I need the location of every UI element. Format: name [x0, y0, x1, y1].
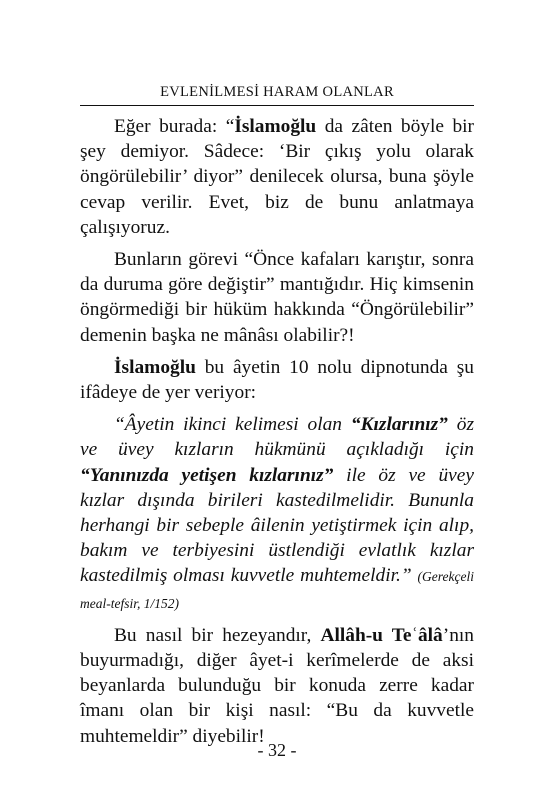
- citation-reference: (Gerekçeli meal-tefsir, 1/152): [80, 569, 474, 611]
- bold-text: İslamoğlu: [114, 356, 196, 378]
- page-number: - 32 -: [257, 740, 297, 760]
- bold-text: “Kızlarınız”: [350, 414, 448, 436]
- body-paragraph: [80, 247, 474, 348]
- text-span: ’nın buyurmadığı, diğer âyet-i kerîmelerde de aksi beyanlarda bulunduğu bir konuda zerre kadar îmanı olan bir kişi nasıl: “Bu da kuvvetle muhtemeldir” diyebilir!: [80, 624, 474, 747]
- running-header: EVLENİLMESİ HARAM OLANLAR: [80, 84, 474, 106]
- body-paragraph: [80, 623, 474, 749]
- text-span: da zâten böyle bir şey demiyor. Sâdece: ‘Bir çıkış yolu olarak öngörülebilir’ diyor” denilecek olursa, buna şöyle cevap verilir. Evet, biz de bunu anlatmaya çalışıyoruz.: [80, 116, 474, 238]
- text-span: “Âyetin ikinci kelimesi olan: [114, 414, 351, 436]
- text-span: Eğer burada: “: [114, 116, 235, 137]
- body-paragraph: [80, 114, 474, 240]
- bold-text: “Yanınızda yetişen kızlarınız”: [80, 464, 334, 486]
- quoted-paragraph: [80, 412, 474, 616]
- text-span: Bu nasıl bir hezeyandır,: [114, 624, 321, 646]
- bold-text: Allâh-u Teʿâlâ: [320, 624, 443, 646]
- bold-text: İslamoğlu: [234, 116, 317, 137]
- text-span: öz ve üvey kızların hükmünü açıkladığı için: [80, 414, 475, 461]
- page-body: [80, 114, 474, 756]
- text-span: Bunların görevi “Önce kafaları karıştır, sonra da duruma göre değiştir” mantığıdır. Hiç kimsenin öngörmediği bir hüküm hakkında “Öngörülebilir” demenin başka ne mânâsı olabilir?!: [80, 249, 474, 346]
- body-paragraph: [80, 355, 474, 405]
- text-span: ile öz ve üvey kızlar dışında birileri kastedilmelidir. Bununla herhangi bir sebeple âilenin yetiştirmek için alıp, bakım ve terbiyesini üstlendiği evlatlık kızlar kastedilmiş olması kuvvetle muhtemeldir.”: [80, 464, 474, 587]
- text-span: bu âyetin 10 nolu dipnotunda şu ifâdeye de yer veriyor:: [80, 356, 474, 404]
